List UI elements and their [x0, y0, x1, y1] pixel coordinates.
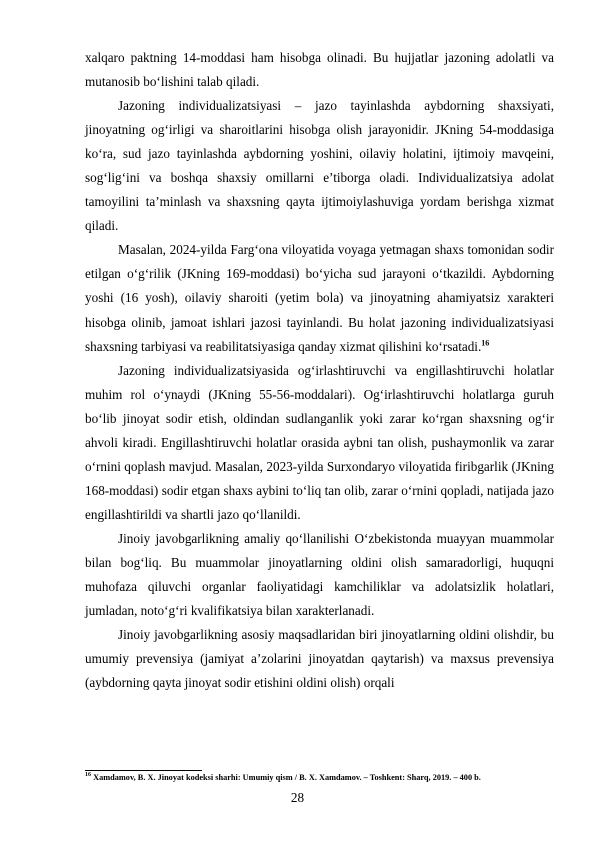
footnote-text: Xamdamov, B. X. Jinoyat kodeksi sharhi: Umumiy qism / B. X. Xamdamov. – Toshkent: Sharq, 2019. – 400 b. — [91, 773, 481, 782]
paragraph-3: Masalan, 2024-yilda Farg‘ona viloyatida voyaga yetmagan shaxs tomonidan sodir etilgan o‘g‘rilik (JKning 169-moddasi) bo‘yicha sud jarayoni o‘tkazildi. Aybdorning yoshi (16 yosh), oilaviy sharoiti (yetim bola) va jinoyatning ahamiyatsiz xarakteri hisobga olinib, jamoat ishlari jazosi tayinlandi. Bu holat jazoning individualizatsiyasi shaxsning tarbiyasi va reabilitatsiyasiga qanday xizmat qilishini ko‘rsatadi.$^{16}$ — [85, 242, 554, 354]
footnote — [85, 772, 565, 783]
footnote-reference[interactable]: 16 — [481, 338, 490, 348]
page-number: 28 — [290, 790, 305, 805]
page-body — [85, 46, 554, 695]
paragraph-1: xalqaro paktning 14-moddasi ham hisobga olinadi. Bu hujjatlar jazoning adolatli va mutanosib bo‘lishini talab qiladi. — [85, 50, 554, 90]
footnote-mark: 16 — [85, 772, 91, 779]
paragraph-5: Jinoiy javobgarlikning amaliy qo‘llanilishi O‘zbekistonda muayyan muammolar bilan bog‘liq. Bu muammolar jinoyatlarning oldini olish samaradorligi, huquqni muhofaza qiluvchi organlar faoliyatidagi kamchiliklar va adolatsizlik holatlari, jumladan, noto‘g‘ri kvalifikatsiya bilan xarakterlanadi. — [85, 530, 554, 619]
paragraph-6: Jinoiy javobgarlikning asosiy maqsadlaridan biri jinoyatlarning oldini olishdir, bu umumiy prevensiya (jamiyat a’zolarini jinoyatdan qaytarish) va maxsus prevensiya (aybdorning qayta jinoyat sodir etishini oldini olish) orqali — [85, 627, 554, 691]
paragraph-4: Jazoning individualizatsiyasida og‘irlashtiruvchi va engillashtiruvchi holatlar muhim rol o‘ynaydi (JKning 55-56-moddalari). Og‘irlashtiruvchi holatlarga guruh bo‘lib jinoyat sodir etish, oldindan sudlanganlik yoki zarar ko‘rgan shaxsning og‘ir ahvoli kiradi. Engillashtiruvchi holatlar orasida aybni tan olish, pushaymonlik va zarar o‘rnini qoplash mavjud. Masalan, 2023-yilda Surxondaryo viloyatida firibgarlik (JKning 168-moddasi) sodir etgan shaxs aybini to‘liq tan olib, zarar o‘rnini qopladi, natijada jazo engillashtirildi va shartli jazo qo‘llanildi. — [85, 362, 554, 522]
footnote-divider — [85, 770, 202, 771]
paragraph-2: Jazoning individualizatsiyasi – jazo tayinlashda aybdorning shaxsiyati, jinoyatning og‘irligi va sharoitlarini hisobga olish jarayonidir. JKning 54-moddasiga ko‘ra, sud jazo tayinlashda aybdorning yoshini, oilaviy holatini, ijtimoiy mavqeini, sog‘lig‘ini va boshqa shaxsiy omillarni e’tiborga oladi. Individualizatsiya adolat tamoyilini ta’minlash va shaxsning qayta ijtimoiylashuviga yordam berishga xizmat qiladi. — [85, 98, 554, 234]
